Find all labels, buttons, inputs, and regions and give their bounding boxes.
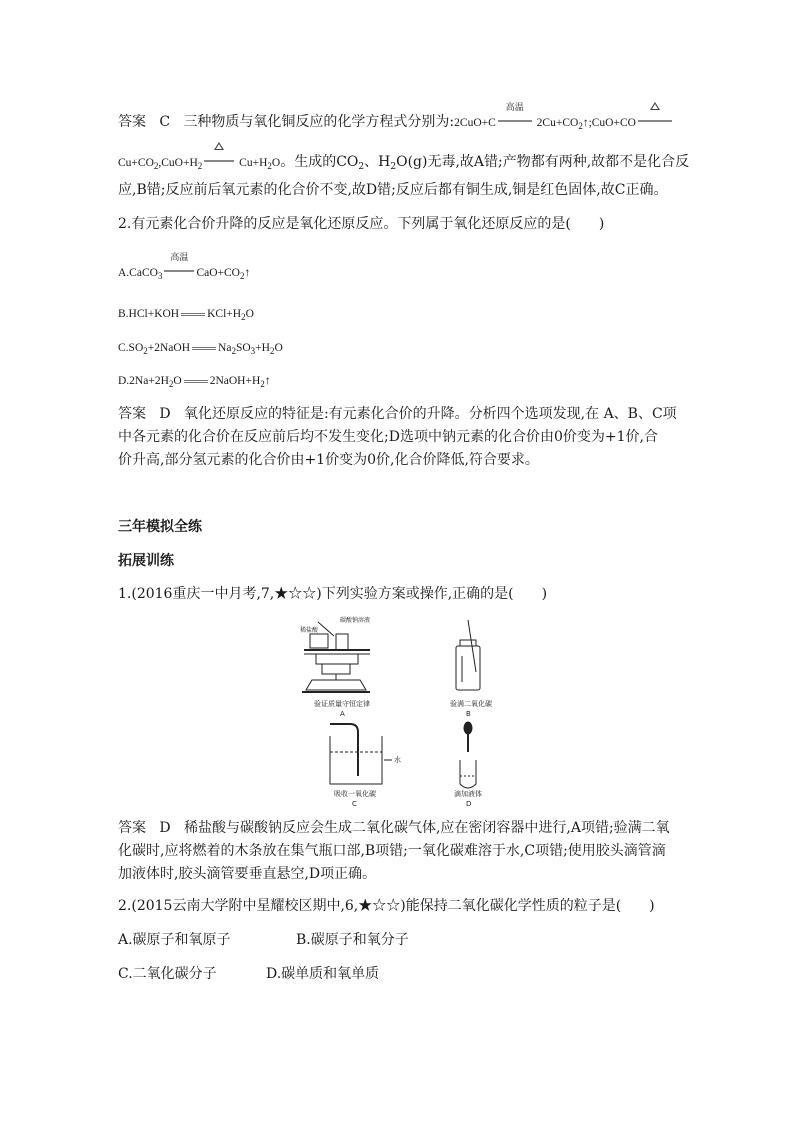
heat-condition [204,152,234,166]
fig-a-label-2: 碳酸钠溶液 [340,617,371,624]
equation-1: 2CuO+C 高温 $2Cu+CO_2↑;CuO+CO$ [454,117,674,129]
heat-triangle-icon [650,102,660,110]
reaction-condition: 高温 [164,262,194,276]
q2-option-a: A.CaCO$_3$ 高温 $CaO+CO_2↑$ [118,252,251,281]
heat-triangle-icon [214,142,224,150]
section-title: 三年模拟全练 [118,519,202,535]
fig-d-letter: D [466,800,472,808]
dropper-apparatus [460,722,476,788]
q2-answer-line-3: 价升高,部分氢元素的化合价由+1价变为0价,化合价降低,符合要求。 [118,452,539,468]
p1-answer-line-2: 化碳时,应将燃着的木条放在集气瓶口部,B项错;一氧化碳难溶于水,C项错;使用胶头滴管滴 [118,843,666,859]
p2-option-b: B.碳原子和氧分子 [296,932,409,948]
answer-choice: C [159,114,171,130]
heat-condition [638,112,672,126]
p1-answer-line-1: 答案 D 稀盐酸与碳酸钠反应会生成二氧化碳气体,应在密闭容器中进行,A项错;验满二氧 [118,820,670,836]
fig-b-caption: 验满二氧化碳 [450,700,492,708]
fig-c-caption: 吸收一氧化碳 [334,790,376,798]
fig-a-label-1: 稀盐酸 [300,627,319,634]
equals-sign [181,313,205,316]
fig-a-caption: 验证质量守恒定律 [314,700,370,708]
fig-b-letter: B [466,710,471,718]
section-subtitle: 拓展训练 [118,553,174,569]
gas-jar-apparatus [456,620,480,690]
q1-answer-line-2: $Cu+CO_2,CuO+H_2$ $Cu+H_2O$。生成的$CO_2$、$H_2O(g)$无毒,故A错;产物都有两种,故都不是化合反 [118,152,689,173]
p1-answer-line-3: 加液体时,胶头滴管要垂直悬空,D项正确。 [118,866,377,882]
answer-label: 答案 [118,114,146,130]
p2-stem: 2.(2015云南大学附中星耀校区期中,6,★☆☆)能保持二氧化碳化学性质的粒子是( ) [118,898,655,914]
apparatus-figure [300,612,520,808]
q2-answer-line-2: 中各元素的化合价在反应前后均不发生变化;D选项中钠元素的化合价由0价变为+1价,合 [118,429,658,445]
answer-text: 三种物质与氧化铜反应的化学方程式分别为: [183,114,455,130]
fig-a-letter: A [340,710,345,718]
fig-c-letter: C [352,800,357,808]
p2-option-a: A.碳原子和氧原子 [118,932,231,948]
fig-d-caption: 滴加液体 [454,790,482,798]
q2-option-d: $D.2Na+2H_2O$ $2NaOH+H_2↑$ [118,375,271,389]
q2-answer-line-1: 答案 D 氧化还原反应的特征是:有元素化合价的升降。分析四个选项发现,在 A、B、C项 [118,406,677,422]
q2-stem: 2.有元素化合价升降的反应是氧化还原反应。下列属于氧化还原反应的是( ) [118,216,605,232]
equals-sign [192,347,216,350]
p1-stem: 1.(2016重庆一中月考,7,★☆☆)下列实验方案或操作,正确的是( ) [118,586,548,602]
fig-c-label: 水 [394,756,401,764]
p2-option-d: D.碳单质和氧单质 [266,966,380,982]
p2-option-c: C.二氧化碳分子 [118,966,217,982]
beaker-apparatus [330,724,392,784]
q1-answer-line-1 [118,102,674,133]
equation-2-tail: $Cu+CO_2,CuO+H_2$ $Cu+H_2O$ [118,157,280,169]
q2-option-b: B.HCl+KOH $KCl+H_2O$ [118,308,254,322]
q2-option-c: $C.SO_2+2NaOH$ $Na_2SO_3+H_2O$ [118,342,283,356]
reaction-condition: 高温 [498,112,532,126]
q1-answer-line-3: 应,B错;反应前后氧元素的化合价不变,故D错;反应后都有铜生成,铜是红色固体,故C正确。 [118,182,668,198]
equals-sign [184,380,208,383]
